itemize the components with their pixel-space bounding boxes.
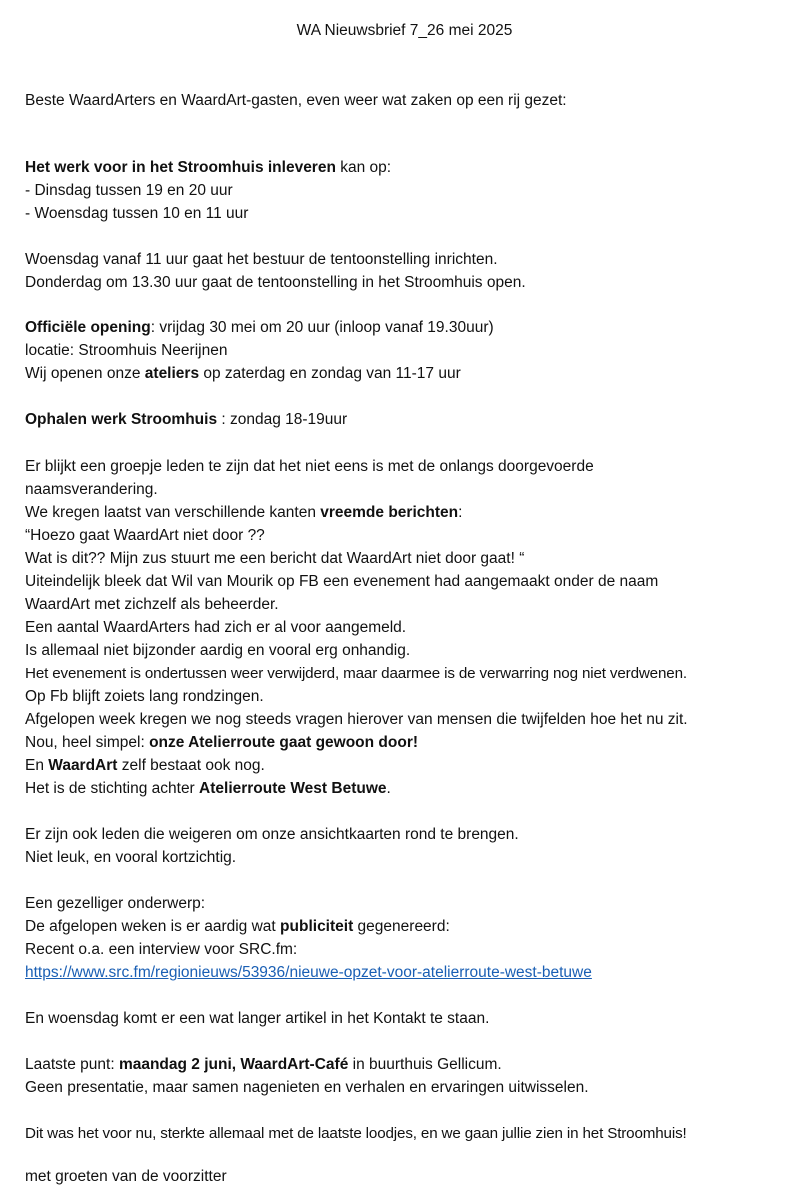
cafe-line: Laatste punt: maandag 2 juni, WaardArt-Café in buurthuis Gellicum. [25,1056,502,1073]
story-line: Wat is dit?? Mijn zus stuurt me een bericht dat WaardArt niet door gaat! “ [25,550,525,567]
cafe-line: Geen presentatie, maar samen nagenieten en verhalen en ervaringen uitwisselen. [25,1079,589,1096]
ateliers-line: Wij openen onze ateliers op zaterdag en zondag van 11-17 uur [25,365,461,382]
story-line: naamsverandering. [25,481,158,498]
publicity-line: De afgelopen weken is er aardig wat publiciteit gegenereerd: [25,918,450,935]
publicity-line: Recent o.a. een interview voor SRC.fm: [25,941,298,958]
location-line: locatie: Stroomhuis Neerijnen [25,342,228,359]
publicity-line: Een gezelliger onderwerp: [25,895,206,912]
delivery-option: - Woensdag tussen 10 en 11 uur [25,205,249,222]
delivery-option: - Dinsdag tussen 19 en 20 uur [25,182,233,199]
story-line: Het evenement is ondertussen weer verwijderd, maar daarmee is de verwarring nog niet verdwenen. [25,665,687,682]
opening-line: Officiële opening: vrijdag 30 mei om 20 uur (inloop vanaf 19.30uur) [25,319,494,336]
newsletter-title: WA Nieuwsbrief 7_26 mei 2025 [296,22,513,39]
setup-line: Woensdag vanaf 11 uur gaat het bestuur de tentoonstelling inrichten. [25,251,498,268]
story-line: Op Fb blijft zoiets lang rondzingen. [25,688,264,705]
signature: met groeten van de voorzitter [25,1168,227,1185]
story-line: WaardArt met zichzelf als beheerder. [25,596,279,613]
story-line: Het is de stichting achter Atelierroute West Betuwe. [25,780,391,797]
story-line: Uiteindelijk bleek dat Wil van Mourik op FB een evenement had aangemaakt onder de naam [25,573,659,590]
setup-line: Donderdag om 13.30 uur gaat de tentoonstelling in het Stroomhuis open. [25,274,526,291]
src-fm-link-line [25,962,592,985]
story-line: Nou, heel simpel: onze Atelierroute gaat gewoon door! [25,734,419,751]
kontakt-line: En woensdag komt er een wat langer artikel in het Kontakt te staan. [25,1010,490,1027]
postcards-line: Niet leuk, en vooral kortzichtig. [25,849,237,866]
story-line: “Hoezo gaat WaardArt niet door ?? [25,527,265,544]
closing-line: Dit was het voor nu, sterkte allemaal met de laatste loodjes, en we gaan jullie zien in het Stroomhuis! [25,1125,687,1142]
story-line: Een aantal WaardArters had zich er al voor aangemeld. [25,619,407,636]
delivery-heading: Het werk voor in het Stroomhuis inleveren kan op: [25,159,392,176]
story-line: Er blijkt een groepje leden te zijn dat het niet eens is met de onlangs doorgevoerde [25,458,594,475]
story-line: Is allemaal niet bijzonder aardig en vooral erg onhandig. [25,642,411,659]
greeting: Beste WaardArters en WaardArt-gasten, even weer wat zaken op een rij gezet: [25,92,567,109]
pickup-line: Ophalen werk Stroomhuis : zondag 18-19uur [25,411,348,428]
story-line: En WaardArt zelf bestaat ook nog. [25,757,265,774]
postcards-line: Er zijn ook leden die weigeren om onze ansichtkaarten rond te brengen. [25,826,519,843]
story-line: We kregen laatst van verschillende kanten vreemde berichten: [25,504,463,521]
story-line: Afgelopen week kregen we nog steeds vragen hierover van mensen die twijfelden hoe het nu zit. [25,711,688,728]
src-fm-link[interactable]: https://www.src.fm/regionieuws/53936/nieuwe-opzet-voor-atelierroute-west-betuwe [25,964,592,981]
